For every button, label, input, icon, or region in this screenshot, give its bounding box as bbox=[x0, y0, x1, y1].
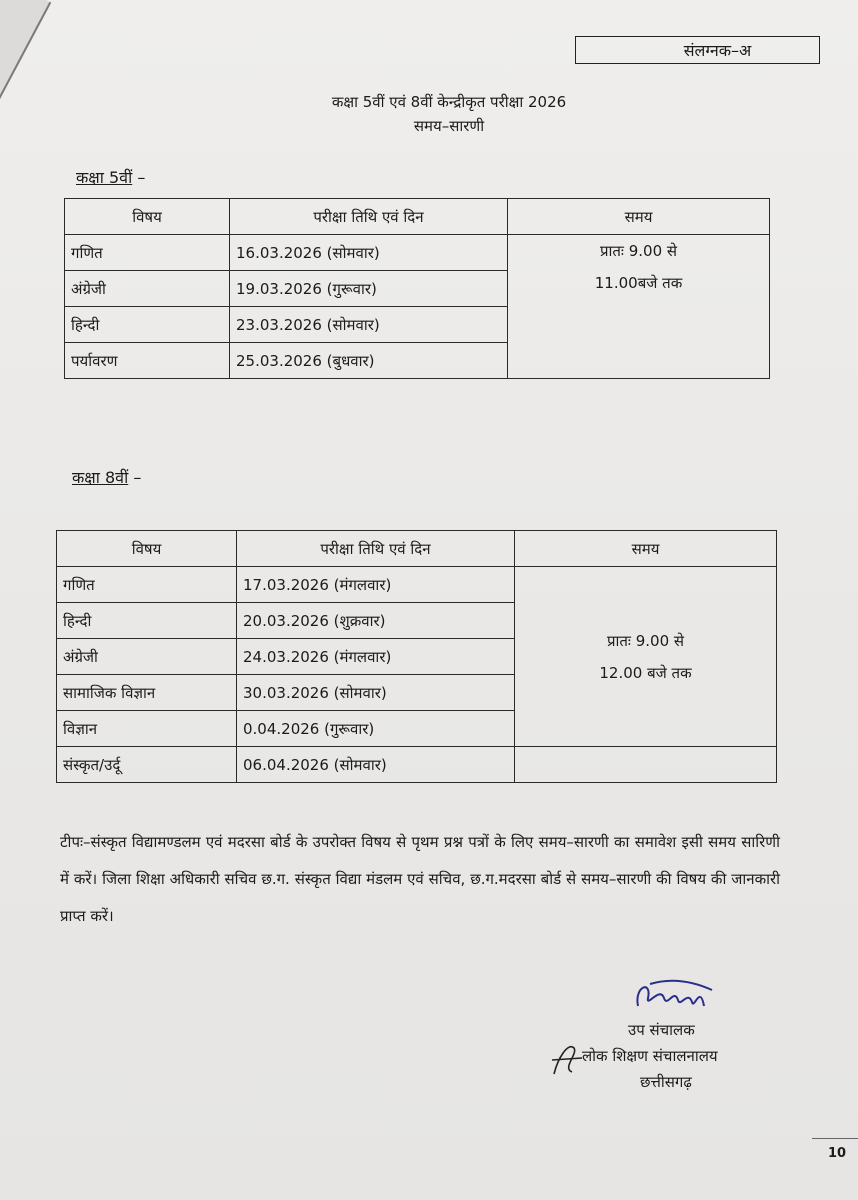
signatory-designation: उप संचालक bbox=[628, 1021, 695, 1039]
signatory-state: छत्तीसगढ़ bbox=[640, 1073, 692, 1091]
class8-timetable bbox=[56, 530, 777, 783]
time-cell-empty bbox=[515, 747, 777, 783]
header-subject: विषय bbox=[65, 199, 230, 235]
document-title: कक्षा 5वीं एवं 8वीं केन्द्रीकृत परीक्षा 2026 bbox=[331, 93, 567, 111]
time-cell bbox=[515, 567, 777, 747]
time-start: प्रातः 9.00 से bbox=[606, 631, 685, 650]
note-paragraph: टीपः–संस्कृत विद्यामण्डलम एवं मदरसा बोर्ड के उपरोक्त विषय से पृथम प्रश्न पत्रों के लिए समय–सारणी का समावेश इसी समय सारिणी में करें। जिला शिक्षा अधिकारी सचिव छ.ग. संस्कृत विद्या मंडलम एवं सचिव, छ.ग.मदरसा बोर्ड से समय–सारणी की विषय की जानकारी प्राप्त करें। bbox=[60, 833, 780, 925]
time-start: प्रातः 9.00 से bbox=[599, 242, 678, 260]
header-time: समय bbox=[508, 199, 770, 235]
table-row bbox=[57, 567, 777, 603]
table-row bbox=[57, 747, 777, 783]
date-cell: 0.04.2026 (गुरूवार) bbox=[237, 711, 515, 747]
subject-cell: पर्यावरण bbox=[65, 343, 230, 379]
subject-cell: अंग्रेजी bbox=[57, 639, 237, 675]
class8-heading: कक्षा 8वीं – bbox=[72, 468, 142, 487]
subject-cell: हिन्दी bbox=[57, 603, 237, 639]
subject-cell: विज्ञान bbox=[57, 711, 237, 747]
header-date: परीक्षा तिथि एवं दिन bbox=[237, 531, 515, 567]
subject-cell: संस्कृत/उर्दू bbox=[57, 747, 237, 783]
header-time: समय bbox=[515, 531, 777, 567]
date-cell: 24.03.2026 (मंगलवार) bbox=[237, 639, 515, 675]
subject-cell: अंग्रेजी bbox=[65, 271, 230, 307]
time-cell bbox=[508, 235, 770, 379]
annex-label-box bbox=[575, 36, 820, 64]
time-end: 11.00बजे तक bbox=[594, 274, 683, 292]
header-subject: विषय bbox=[57, 531, 237, 567]
date-cell: 17.03.2026 (मंगलवार) bbox=[237, 567, 515, 603]
subject-cell: सामाजिक विज्ञान bbox=[57, 675, 237, 711]
table-header-row bbox=[65, 199, 770, 235]
handwritten-signature bbox=[630, 976, 720, 1026]
subject-cell: गणित bbox=[65, 235, 230, 271]
date-cell: 19.03.2026 (गुरूवार) bbox=[230, 271, 508, 307]
date-cell: 16.03.2026 (सोमवार) bbox=[230, 235, 508, 271]
header-date: परीक्षा तिथि एवं दिन bbox=[230, 199, 508, 235]
annex-label: संलग्नक–अ bbox=[683, 41, 752, 60]
subject-cell: हिन्दी bbox=[65, 307, 230, 343]
page-number: 10 bbox=[828, 1146, 847, 1161]
date-cell: 06.04.2026 (सोमवार) bbox=[237, 747, 515, 783]
date-cell: 23.03.2026 (सोमवार) bbox=[230, 307, 508, 343]
class5-timetable bbox=[64, 198, 770, 379]
date-cell: 25.03.2026 (बुधवार) bbox=[230, 343, 508, 379]
document-subtitle: समय–सारणी bbox=[413, 117, 485, 135]
date-cell: 30.03.2026 (सोमवार) bbox=[237, 675, 515, 711]
subject-cell: गणित bbox=[57, 567, 237, 603]
page-number-rule bbox=[812, 1138, 858, 1139]
time-end: 12.00 बजे तक bbox=[599, 663, 692, 682]
date-cell: 20.03.2026 (शुक्रवार) bbox=[237, 603, 515, 639]
table-row bbox=[65, 235, 770, 271]
table-header-row bbox=[57, 531, 777, 567]
signatory-office: लोक शिक्षण संचालनालय bbox=[582, 1047, 718, 1065]
class5-heading: कक्षा 5वीं – bbox=[76, 168, 146, 187]
